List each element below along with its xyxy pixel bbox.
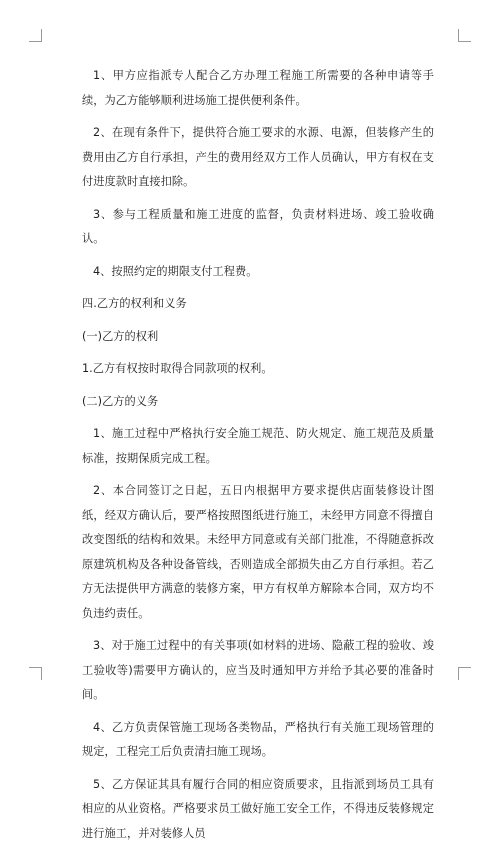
crop-mark-bottom-left [29,667,42,680]
paragraph-3: 3、参与工程质量和施工进度的监督，负责材料进场、竣工验收确认。 [82,207,434,245]
crop-mark-top-left [29,29,42,42]
crop-mark-top-right [458,29,471,42]
paragraph-obligation-1: 1、施工过程中严格执行安全施工规范、防火规定、施工规范及质量标准，按期保质完成工程。 [82,427,434,465]
subsection-obligations: (二)乙方的义务 [82,394,159,408]
paragraph-obligation-2: 2、本合同签订之日起，五日内根据甲方要求提供店面装修设计图纸，经双方确认后，要严格按照图纸进行施工，未经甲方同意不得擅自改变图纸的结构和效果。未经甲方同意或有关部门批准，不得随意拆改原建筑机构及各种设备管线，否则造成全部损失由乙方自行承担。若乙方无法提供甲方满意的装修方案，甲方有权单方解除本合同，双方均不负违约责任。 [82,484,434,620]
section-heading: 四.乙方的权利和义务 [82,297,187,310]
paragraph-obligation-5: 5、乙方保证其具有履行合同的相应资质要求，且指派到场员工具有相应的从业资格。严格要求员工做好施工安全工作，不得违反装修规定进行施工，并对装修人员 [82,777,434,840]
paragraph-1: 1、甲方应指派专人配合乙方办理工程施工所需要的各种申请等手续，为乙方能够顺利进场施工提供便利条件。 [82,69,434,107]
paragraph-2: 2、在现有条件下，提供符合施工要求的水源、电源，但装修产生的费用由乙方自行承担，产生的费用经双方工作人员确认，甲方有权在支付进度款时直接扣除。 [82,126,434,188]
paragraph-4: 4、按照约定的期限支付工程费。 [93,264,258,278]
crop-mark-bottom-right [458,667,471,680]
paragraph-obligation-3: 3、对于施工过程中的有关事项(如材料的进场、隐蔽工程的验收、竣工验收等)需要甲方确认的，应当及时通知甲方并给予其必要的准备时间。 [82,639,434,701]
subsection-rights: (一)乙方的权利 [82,329,159,343]
paragraph-obligation-4: 4、乙方负责保管施工现场各类物品，严格执行有关施工现场管理的规定，工程完工后负责清扫施工现场。 [82,720,434,758]
document-body [82,64,434,854]
paragraph-rights-1: 1.乙方有权按时取得合同款项的权利。 [82,362,273,375]
